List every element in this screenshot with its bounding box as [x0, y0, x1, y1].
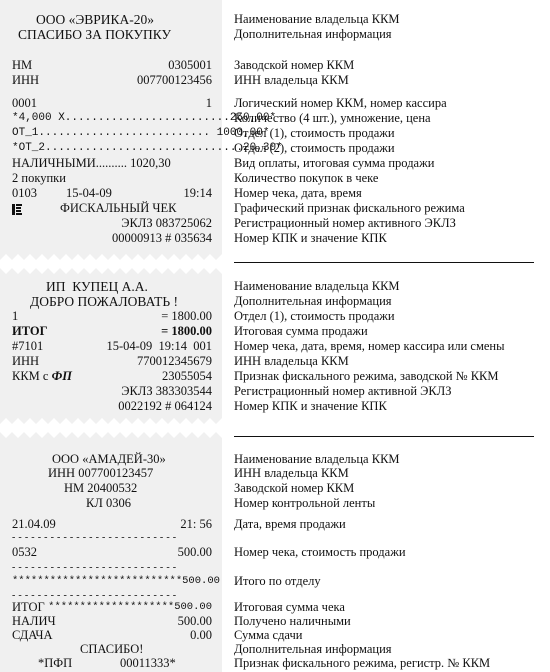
r3-date-right: 21: 56 — [180, 517, 212, 531]
r1-label: Количество покупок в чеке — [234, 171, 379, 185]
r3-check-right: 500.00 — [177, 545, 212, 559]
r2-label: Дополнительная информация — [234, 294, 392, 308]
r2-label: Признак фискального режима, заводской № ККМ — [234, 369, 499, 383]
r2-total-left: ИТОГ — [12, 324, 48, 338]
fiscal-mark-icon — [12, 204, 22, 215]
r3-label: Признак фискального режима, регистр. № ККМ — [234, 656, 491, 670]
r1-check-date: 15-04-09 — [66, 186, 112, 200]
r3-hm: НМ 20400532 — [64, 481, 138, 495]
r1-count: 2 покупки — [12, 171, 66, 185]
r3-dash3: - - - - - - - - - - - - - - - - - - - - - - - - - - — [12, 590, 177, 601]
r3-label: Получено наличными — [234, 614, 351, 628]
r2-title: ИП КУПЕЦ А.А. — [46, 279, 148, 294]
r2-label: Номер чека, дата, время, номер кассира или смены — [234, 339, 505, 353]
r3-check-left: 0532 — [12, 545, 37, 559]
r2-kkm-label: ККМ с — [12, 369, 52, 383]
r1-label: ИНН владельца ККМ — [234, 73, 349, 87]
r2-label: Наименование владельца ККМ — [234, 279, 400, 293]
r3-total-left: ИТОГ — [12, 600, 45, 614]
receipt-2-torn-edge-top — [0, 266, 222, 276]
r3-kl: КЛ 0306 — [86, 496, 131, 510]
r1-pay: НАЛИЧНЫМИ.......... 1020,30 — [12, 156, 171, 170]
r1-fiscal: ФИСКАЛЬНЫЙ ЧЕК — [60, 201, 177, 215]
receipt-3-torn-edge-top — [0, 430, 222, 440]
r1-dept1: ОТ_1.......................... 1000,00* — [12, 127, 270, 139]
r1-label: Заводской номер ККМ — [234, 58, 355, 72]
r2-kkm-value: 23055054 — [162, 369, 212, 383]
r1-label: Дополнительная информация — [234, 27, 392, 41]
r1-label: Отдел (1), стоимость продажи — [234, 126, 395, 140]
r1-label: Количество (4 шт.), умножение, цена — [234, 111, 431, 125]
r3-dash2: - - - - - - - - - - - - - - - - - - - - - - - - - - — [12, 562, 177, 573]
r2-label: Регистрационный номер активной ЭКЛЗ — [234, 384, 452, 398]
r2-subtitle: ДОБРО ПОЖАЛОВАТЬ ! — [30, 294, 179, 309]
r1-subtitle: СПАСИБО ЗА ПОКУПКУ — [18, 27, 172, 42]
divider-1 — [234, 262, 534, 263]
r2-label: Отдел (1), стоимость продажи — [234, 309, 395, 323]
r1-label: Графический признак фискального режима — [234, 201, 465, 215]
r3-inn: ИНН 007700123457 — [48, 466, 154, 480]
r2-total-right: = 1800.00 — [161, 324, 212, 338]
r1-log-left: 0001 — [12, 96, 37, 110]
r3-cash-right: 500.00 — [177, 614, 212, 628]
r3-change-right: 0.00 — [190, 628, 212, 642]
r1-eklz: ЭКЛЗ 083725062 — [121, 216, 212, 230]
r3-stars-dept: ***************************500.00 — [12, 575, 220, 587]
r3-label: Дата, время продажи — [234, 517, 346, 531]
r3-total-right: ********************500.00 — [48, 601, 212, 613]
r3-label: Итоговая сумма чека — [234, 600, 345, 614]
r3-label: Сумма сдачи — [234, 628, 303, 642]
r3-pfp-right: 00011333* — [120, 656, 176, 670]
receipt-1-torn-edge — [0, 252, 222, 262]
r1-label: Отдел (2), стоимость продажи — [234, 141, 395, 155]
divider-2 — [234, 436, 534, 437]
r1-inn-label: ИНН — [12, 73, 40, 87]
r3-pfp-left: *ПФП — [38, 656, 73, 670]
r1-label: Номер чека, дата, время — [234, 186, 362, 200]
r2-label: Итоговая сумма продажи — [234, 324, 368, 338]
r2-kkm-fp: ФП — [51, 369, 72, 383]
r1-dept2: *ОТ_2..............................20,30* — [12, 142, 283, 154]
r3-change-left: СДАЧА — [12, 628, 53, 642]
r2-check-num: #7101 — [12, 339, 44, 353]
r1-check-left: 0103 — [12, 186, 37, 200]
r1-label: Номер КПК и значение КПК — [234, 231, 387, 245]
r1-hm-label: НМ — [12, 58, 33, 72]
r2-dept-right: = 1800.00 — [161, 309, 212, 323]
r3-label: Дополнительная информация — [234, 642, 392, 656]
r1-kpk: 00000913 # 035634 — [112, 231, 212, 245]
r3-title: ООО «АМАДЕЙ-30» — [52, 452, 166, 466]
r1-label: Вид оплаты, итоговая сумма продажи — [234, 156, 435, 170]
r1-log-right: 1 — [205, 96, 212, 110]
r1-check-time: 19:14 — [183, 186, 212, 200]
r2-inn-value: 770012345679 — [137, 354, 212, 368]
r3-label: Номер контрольной ленты — [234, 496, 376, 510]
r3-label: Наименование владельца ККМ — [234, 452, 400, 466]
r2-eklz: ЭКЛЗ 383303544 — [121, 384, 212, 398]
r3-label: Заводской номер ККМ — [234, 481, 355, 495]
r1-hm-value: 0305001 — [168, 58, 212, 72]
r3-date-left: 21.04.09 — [12, 517, 56, 531]
r1-qty: *4,000 X.........................250,00* — [12, 112, 277, 124]
r1-label: Регистрационный номер активного ЭКЛЗ — [234, 216, 456, 230]
receipt-2-torn-edge-bottom — [0, 416, 222, 426]
r3-label: Номер чека, стоимость продажи — [234, 545, 406, 559]
r2-kkm-line — [12, 369, 72, 384]
r1-label: Наименование владельца ККМ — [234, 12, 400, 26]
r3-label: ИНН владельца ККМ — [234, 466, 349, 480]
r1-label: Логический номер ККМ, номер кассира — [234, 96, 447, 110]
r2-dept-left: 1 — [12, 309, 19, 323]
r3-label: Итого по отделу — [234, 574, 321, 588]
r2-inn-label: ИНН — [12, 354, 40, 368]
r1-title: ООО «ЭВРИКА-20» — [36, 12, 155, 27]
r2-label: ИНН владельца ККМ — [234, 354, 349, 368]
r2-check-mid: 15-04-09 19:14 001 — [106, 339, 212, 353]
r3-dash1: - - - - - - - - - - - - - - - - - - - - - - - - - - — [12, 532, 177, 543]
r1-inn-value: 007700123456 — [137, 73, 212, 87]
r3-thanks: СПАСИБО! — [80, 642, 144, 656]
r2-kpk: 0022192 # 064124 — [118, 399, 212, 413]
r3-cash-left: НАЛИЧ — [12, 614, 56, 628]
r2-label: Номер КПК и значение КПК — [234, 399, 387, 413]
